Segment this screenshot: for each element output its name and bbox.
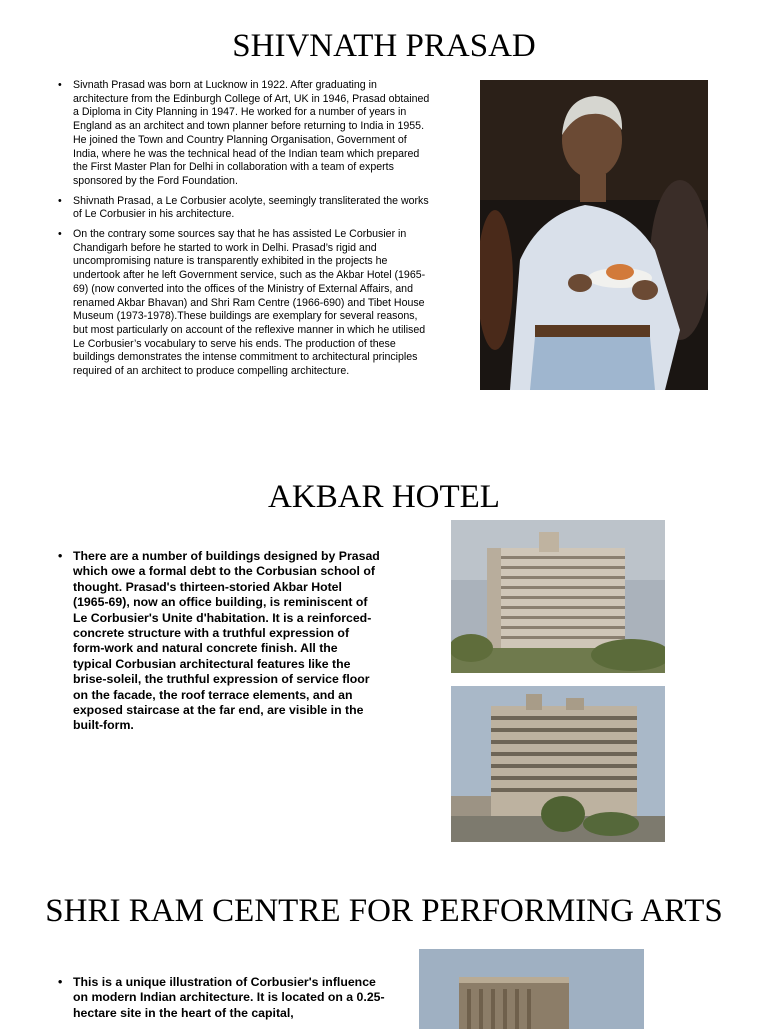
akbar-hotel-photo-2 xyxy=(451,686,665,842)
slide-shri-ram-centre xyxy=(0,870,768,1024)
slide-akbar-hotel xyxy=(0,440,768,870)
bullet-list xyxy=(58,79,430,385)
shri-ram-centre-photo xyxy=(419,949,644,1029)
bullet-list xyxy=(58,975,388,1021)
slide-title: AKBAR HOTEL xyxy=(268,479,500,515)
portrait-photo xyxy=(480,80,708,390)
bullet-item: • This is a unique illustration of Corbusier's influence on modern Indian architecture. It is located on a 0.25-hectare site in the heart of the capital, xyxy=(58,975,388,1021)
slide-shivnath-prasad xyxy=(0,0,768,440)
slide-title: SHIVNATH PRASAD xyxy=(232,28,536,64)
bullet-item: • Sivnath Prasad was born at Lucknow in 1922. After graduating in architecture from the Edinburgh College of Art, UK in 1946, Prasad obtained a Diploma in City Planning in 1947. He worked for a number of years in England as an architect and town planner before returning to India in 1955. He joined the Town and Country Planning Organisation, Government of India, where he was the technical head of the Indian team which prepared the First Master Plan for Delhi in collaboration with a team of experts sponsored by the Ford Foundation. xyxy=(58,79,430,189)
bullet-item: • Shivnath Prasad, a Le Corbusier acolyte, seemingly transliterated the works of Le Corbusier in his architecture. xyxy=(58,195,430,222)
akbar-hotel-photo-1 xyxy=(451,520,665,673)
bullet-item: • On the contrary some sources say that he has assisted Le Corbusier in Chandigarh before he started to work in Delhi. Prasad’s rigid and uncompromising nature is transparently exhibited in the projects he undertook after he left Government service, such as the Akbar Hotel (1965-69) (now converted into the offices of the Ministry of External Affairs, and renamed Akbar Bhavan) and Shri Ram Centre (1966-690) and Tibet House Museum (1973-1978).These buildings are exemplary for several reasons, but most particularly on account of the reflexive manner in which he utilised Le Corbusier’s vocabulary to serve his ends. The production of these buildings demonstrates the intense commitment to architectural principles required of an architect to produce compelling architecture. xyxy=(58,228,430,379)
bullet-list xyxy=(58,549,380,734)
slide-title: SHRI RAM CENTRE FOR PERFORMING ARTS xyxy=(45,893,723,929)
bullet-item: • There are a number of buildings designed by Prasad which owe a formal debt to the Corbusian school of thought. Prasad's thirteen-storied Akbar Hotel (1965-69), now an office building, is reminiscent of Le Corbusier's Unite d'habitation. It is a reinforced-concrete structure with a truthful expression of form-work and natural concrete finish. All the typical Corbusian architectural features like the brise-soleil, the truthful expression of service floor on the facade, the roof terrace elements, and an exposed staircase at the far end, are visible in the built-form. xyxy=(58,549,380,734)
